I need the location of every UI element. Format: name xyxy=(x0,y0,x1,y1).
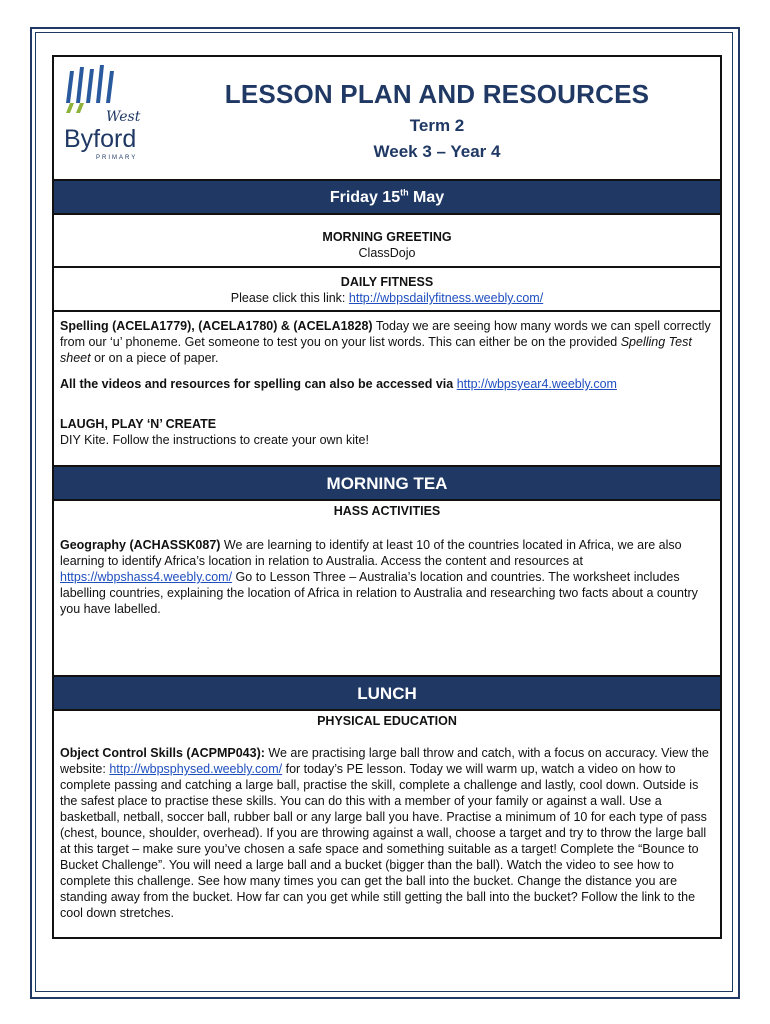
pe-link[interactable]: http://wbpsphysed.weebly.com/ xyxy=(109,762,283,776)
svg-text:PRIMARY: PRIMARY xyxy=(96,155,138,161)
hass-link[interactable]: https://wbpshass4.weebly.com/ xyxy=(60,570,233,584)
morning-greeting-value: ClassDojo xyxy=(358,246,416,260)
spelling-row xyxy=(54,312,720,467)
lunch-band: LUNCH xyxy=(54,677,720,711)
daily-fitness-link[interactable]: http://wbpsdailyfitness.weebly.com/ xyxy=(348,291,544,305)
morning-greeting-heading: MORNING GREETING xyxy=(322,230,452,244)
lpc-heading: LAUGH, PLAY ‘N’ CREATE xyxy=(60,417,217,431)
daily-fitness-heading: DAILY FITNESS xyxy=(340,275,434,289)
title-block xyxy=(154,79,720,162)
morning-greeting-row xyxy=(54,215,720,268)
year4-link[interactable]: http://wbpsyear4.weebly.com xyxy=(456,377,617,391)
pe-row xyxy=(54,711,720,939)
daily-fitness-text: Please click this link: http://wbpsdailyfitness.weebly.com/ xyxy=(230,291,544,305)
day-band: Friday 15th May xyxy=(54,181,720,215)
term-label: Term 2 xyxy=(409,116,465,135)
pe-heading: PHYSICAL EDUCATION xyxy=(317,714,457,728)
morning-tea-band: MORNING TEA xyxy=(54,467,720,501)
week-label: Week 3 – Year 4 xyxy=(373,142,501,161)
spelling-paragraph: Spelling (ACELA1779), (ACELA1780) & (ACELA1828) Today we are seeing how many words we can spell correctly from our ‘u’ phoneme. Get someone to test you on your list words. This can either be on the provided Spelling Test sheet or on a piece of paper. xyxy=(60,319,711,365)
hass-row xyxy=(54,501,720,677)
header-row xyxy=(54,57,720,181)
svg-text:West: West xyxy=(106,109,141,125)
hass-paragraph: Geography (ACHASSK087) We are learning to identify at least 10 of the countries located in Africa, we are also learning to identify Africa’s location in relation to Australia. Access the content and resources at https://wbpshass4.weebly.com/ Go to Lesson Three – Australia’s location and countries. The worksheet includes labelling countries, explaining the location of Africa in relation to Australia and researching two facts about a country you have labelled. xyxy=(60,538,698,616)
hass-heading: HASS ACTIVITIES xyxy=(333,504,441,518)
svg-text:Byford: Byford xyxy=(64,125,137,153)
lpc-text: DIY Kite. Follow the instructions to create your own kite! xyxy=(60,433,369,447)
school-logo xyxy=(62,63,146,163)
spelling-videos: All the videos and resources for spelling can also be accessed via http://wbpsyear4.weebly.com xyxy=(60,377,617,391)
lesson-plan-table xyxy=(52,55,722,939)
pe-paragraph: Object Control Skills (ACPMP043): We are practising large ball throw and catch, with a focus on accuracy. View the website: http://wbpsphysed.weebly.com/ for today’s PE lesson. Today we will warm up, watch a video on how to complete passing and catching a large ball, practise the skill, complete a challenge and lastly, cool down. Outside is the safest place to practise these skills. You can do this with a member of your family or against a wall. Use a basketball, netball, soccer ball, rubber ball or any large ball you have. Practise a minimum of 10 for each type of pass (chest, bounce, shoulder, overhead). If you are throwing against a wall, choose a target and try to throw the large ball at this target – make sure you’ve chosen a safe space and something suitable as a target! Complete the “Bounce to Bucket Challenge”. You will need a large ball and a bucket (bigger than the ball). Watch the video to see how to complete this challenge. See how many times you can get the ball into the bucket. Change the distance you are standing away from the bucket. How far can you get while still getting the ball into the bucket? Follow the link to the cool down stretches. xyxy=(60,746,709,920)
daily-fitness-row xyxy=(54,268,720,312)
page-title: LESSON PLAN AND RESOURCES xyxy=(224,79,650,109)
